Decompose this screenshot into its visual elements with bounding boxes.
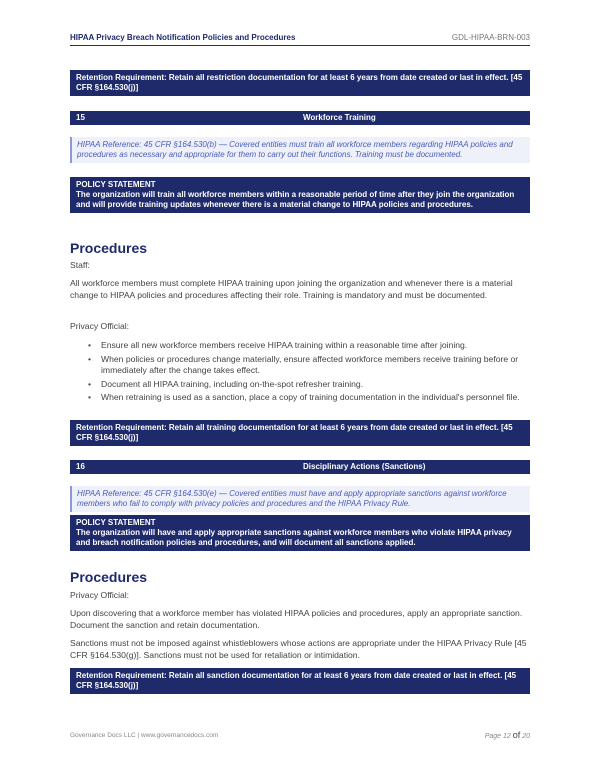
retention-requirement-training: Retention Requirement: Retain all training documentation for at least 6 years from date created or last in effect. [45 CFR §164.530(j)] [70,420,530,446]
retention-requirement-sanctions: Retention Requirement: Retain all sanction documentation for at least 6 years from date created or last in effect. [45 CFR §164.530(j)] [70,668,530,694]
staff-label: Staff: [70,260,90,270]
retention-requirement-restriction: Retention Requirement: Retain all restriction documentation for at least 6 years from date created or last in effect. [45 CFR §164.530(j)] [70,70,530,96]
policy-statement-15 [70,177,530,213]
page-of: of [512,730,521,740]
privacy-official-label: Privacy Official: [70,321,130,331]
privacy-official-duties-list [70,340,530,406]
policy-statement-16 [70,515,530,551]
page-current: Page 12 [484,733,511,740]
sanction-paragraph-2: Sanctions must not be imposed against whistleblowers whose actions are appropriate under the HIPAA Privacy Rule [45 CFR §164.530(g)]. Sanctions must not be used for retaliation or intimidation. [70,638,527,660]
list-item: • When retraining is used as a sanction, place a copy of training documentation in the individual's personnel file. [70,392,530,404]
section-header-16 [70,460,530,474]
list-item: • When policies or procedures change materially, ensure affected workforce members receive training before or immediately after the change takes effect. [70,354,530,377]
privacy-official-label: Privacy Official: [70,590,130,600]
page-header [70,33,530,46]
sanction-paragraph-1: Upon discovering that a workforce member has violated HIPAA policies and procedures, apply an appropriate sanction. Document the sanction and retain documentation. [70,608,523,630]
section-title: Workforce Training [303,113,376,122]
section-title: Disciplinary Actions (Sanctions) [303,462,426,471]
policy-statement-label: POLICY STATEMENT [76,180,156,189]
policy-statement-text: The organization will have and apply appropriate sanctions against workforce members who violate HIPAA privacy and breach notification policies and procedures, and will document all sanctions applied. [76,528,512,547]
document-title: HIPAA Privacy Breach Notification Policies and Procedures [70,33,296,42]
footer-company: Governance Docs LLC | www.governancedocs.com [70,732,219,739]
section-header-15 [70,111,530,125]
staff-paragraph: All workforce members must complete HIPAA training upon joining the organization and whenever there is a material change to HIPAA policies and procedures affecting their role. Training is mandatory and must be documented. [70,278,513,300]
list-item: • Ensure all new workforce members receive HIPAA training within a reasonable time after joining. [70,340,530,352]
hipaa-reference-15: HIPAA Reference: 45 CFR §164.530(b) — Covered entities must train all workforce members regarding HIPAA policies and procedures as necessary and appropriate for them to carry out their functions. Training must be documented. [70,137,530,163]
section-number: 15 [76,113,85,122]
document-code: GDL-HIPAA-BRN-003 [451,33,530,42]
procedures-heading-16: Procedures [70,569,148,585]
page-total: 20 [522,733,530,740]
hipaa-reference-16: HIPAA Reference: 45 CFR §164.530(e) — Covered entities must have and apply appropriate sanctions against workforce members who fail to comply with privacy policies and procedures and the HIPAA Privacy Rule. [70,486,530,512]
policy-statement-label: POLICY STATEMENT [76,518,156,527]
procedures-heading-15: Procedures [70,240,148,256]
policy-statement-text: The organization will train all workforce members within a reasonable period of time after they join the organization and will provide training updates whenever there is a material change to HIPAA policies and procedures. [76,190,515,209]
section-number: 16 [76,462,85,471]
list-item: • Document all HIPAA training, including on-the-spot refresher training. [70,379,530,391]
page-number [485,730,530,740]
